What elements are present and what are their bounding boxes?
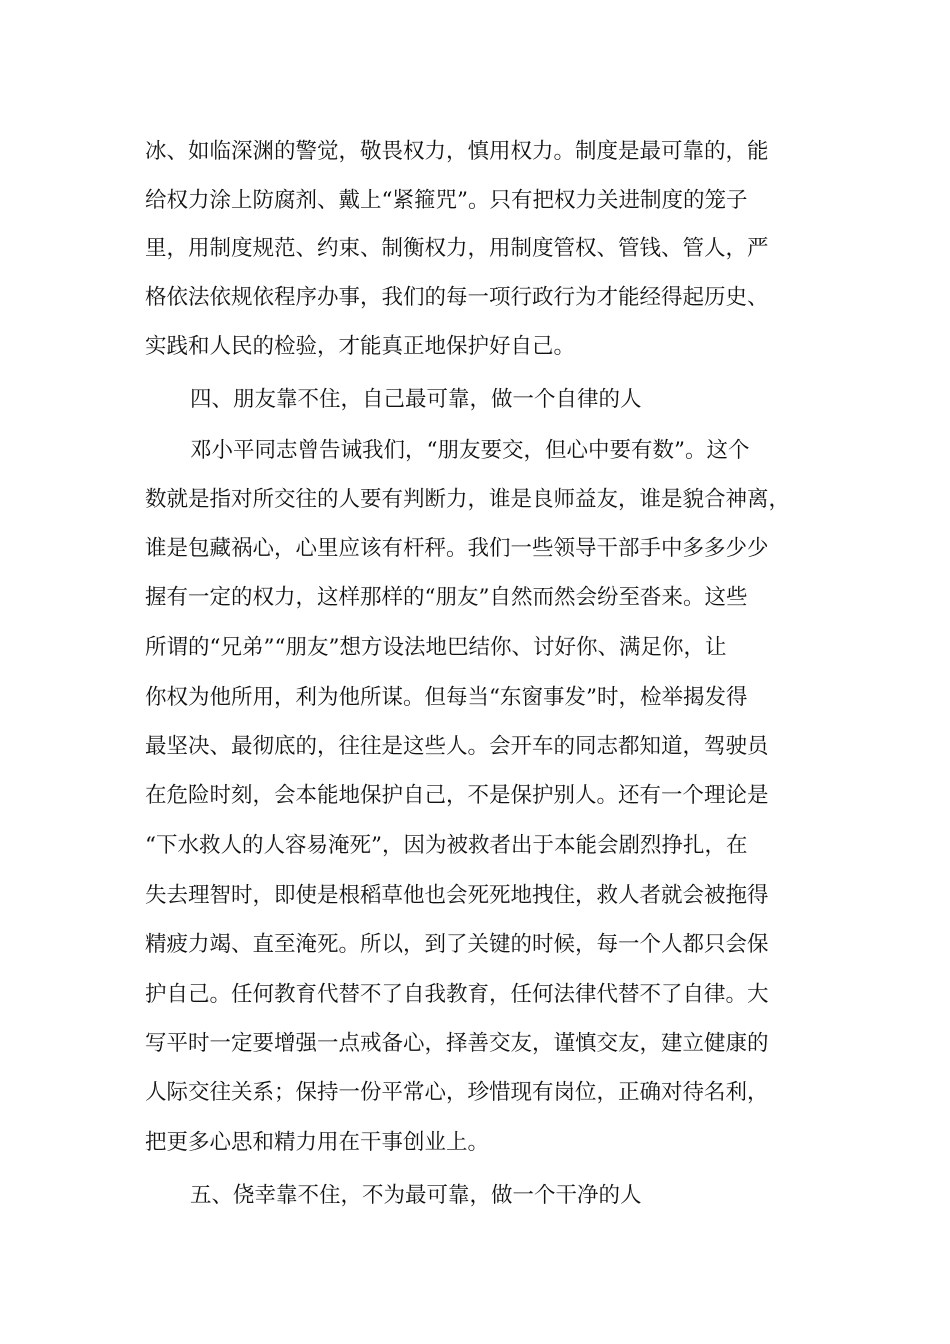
text-line-20: 人际交往关系；保持一份平常心，珍惜现有岗位，正确对待名利， <box>145 1080 769 1105</box>
text-line-13: 最坚决、最彻底的，往往是这些人。会开车的同志都知道，驾驶员 <box>145 734 769 759</box>
text-line-18: 护自己。任何教育代替不了自我教育，任何法律代替不了自律。大 <box>145 982 769 1007</box>
text-line-7: 邓小平同志曾告诫我们，“朋友要交，但心中要有数”。这个 <box>190 438 750 463</box>
text-line-5: 实践和人民的检验，才能真正地保护好自己。 <box>145 334 576 359</box>
section-heading-5: 五、侥幸靠不住，不为最可靠，做一个干净的人 <box>190 1183 642 1208</box>
text-line-12: 你权为他所用，利为他所谋。但每当“东窗事发”时，检举揭发得 <box>145 685 748 710</box>
text-line-21: 把更多心思和精力用在干事创业上。 <box>145 1130 490 1155</box>
text-line-10: 握有一定的权力，这样那样的“朋友”自然而然会纷至沓来。这些 <box>145 585 748 610</box>
text-line-3: 里，用制度规范、约束、制衡权力，用制度管权、管钱、管人，严 <box>145 236 769 261</box>
text-line-1: 冰、如临深渊的警觉，敬畏权力，慎用权力。制度是最可靠的，能 <box>145 139 769 164</box>
text-line-11: 所谓的“兄弟”“朋友”想方设法地巴结你、讨好你、满足你，让 <box>145 635 727 660</box>
section-heading-4: 四、朋友靠不住，自己最可靠，做一个自律的人 <box>190 387 642 412</box>
text-line-16: 失去理智时，即使是根稻草他也会死死地拽住，救人者就会被拖得 <box>145 883 769 908</box>
text-line-2: 给权力涂上防腐剂、戴上“紧箍咒”。只有把权力关进制度的笼子 <box>145 188 748 213</box>
text-line-17: 精疲力竭、直至淹死。所以，到了关键的时候，每一个人都只会保 <box>145 932 769 957</box>
text-line-4: 格依法依规依程序办事，我们的每一项行政行为才能经得起历史、 <box>145 285 769 310</box>
text-line-8: 数就是指对所交往的人要有判断力，谁是良师益友，谁是貌合神离， <box>145 487 791 512</box>
text-line-14: 在危险时刻，会本能地保护自己，不是保护别人。还有一个理论是 <box>145 783 769 808</box>
text-line-9: 谁是包藏祸心，心里应该有杆秤。我们一些领导干部手中多多少少 <box>145 536 769 561</box>
text-line-19: 写平时一定要增强一点戒备心，择善交友，谨慎交友，建立健康的 <box>145 1031 769 1056</box>
text-line-15: “下水救人的人容易淹死”，因为被救者出于本能会剧烈挣扎，在 <box>145 833 748 858</box>
